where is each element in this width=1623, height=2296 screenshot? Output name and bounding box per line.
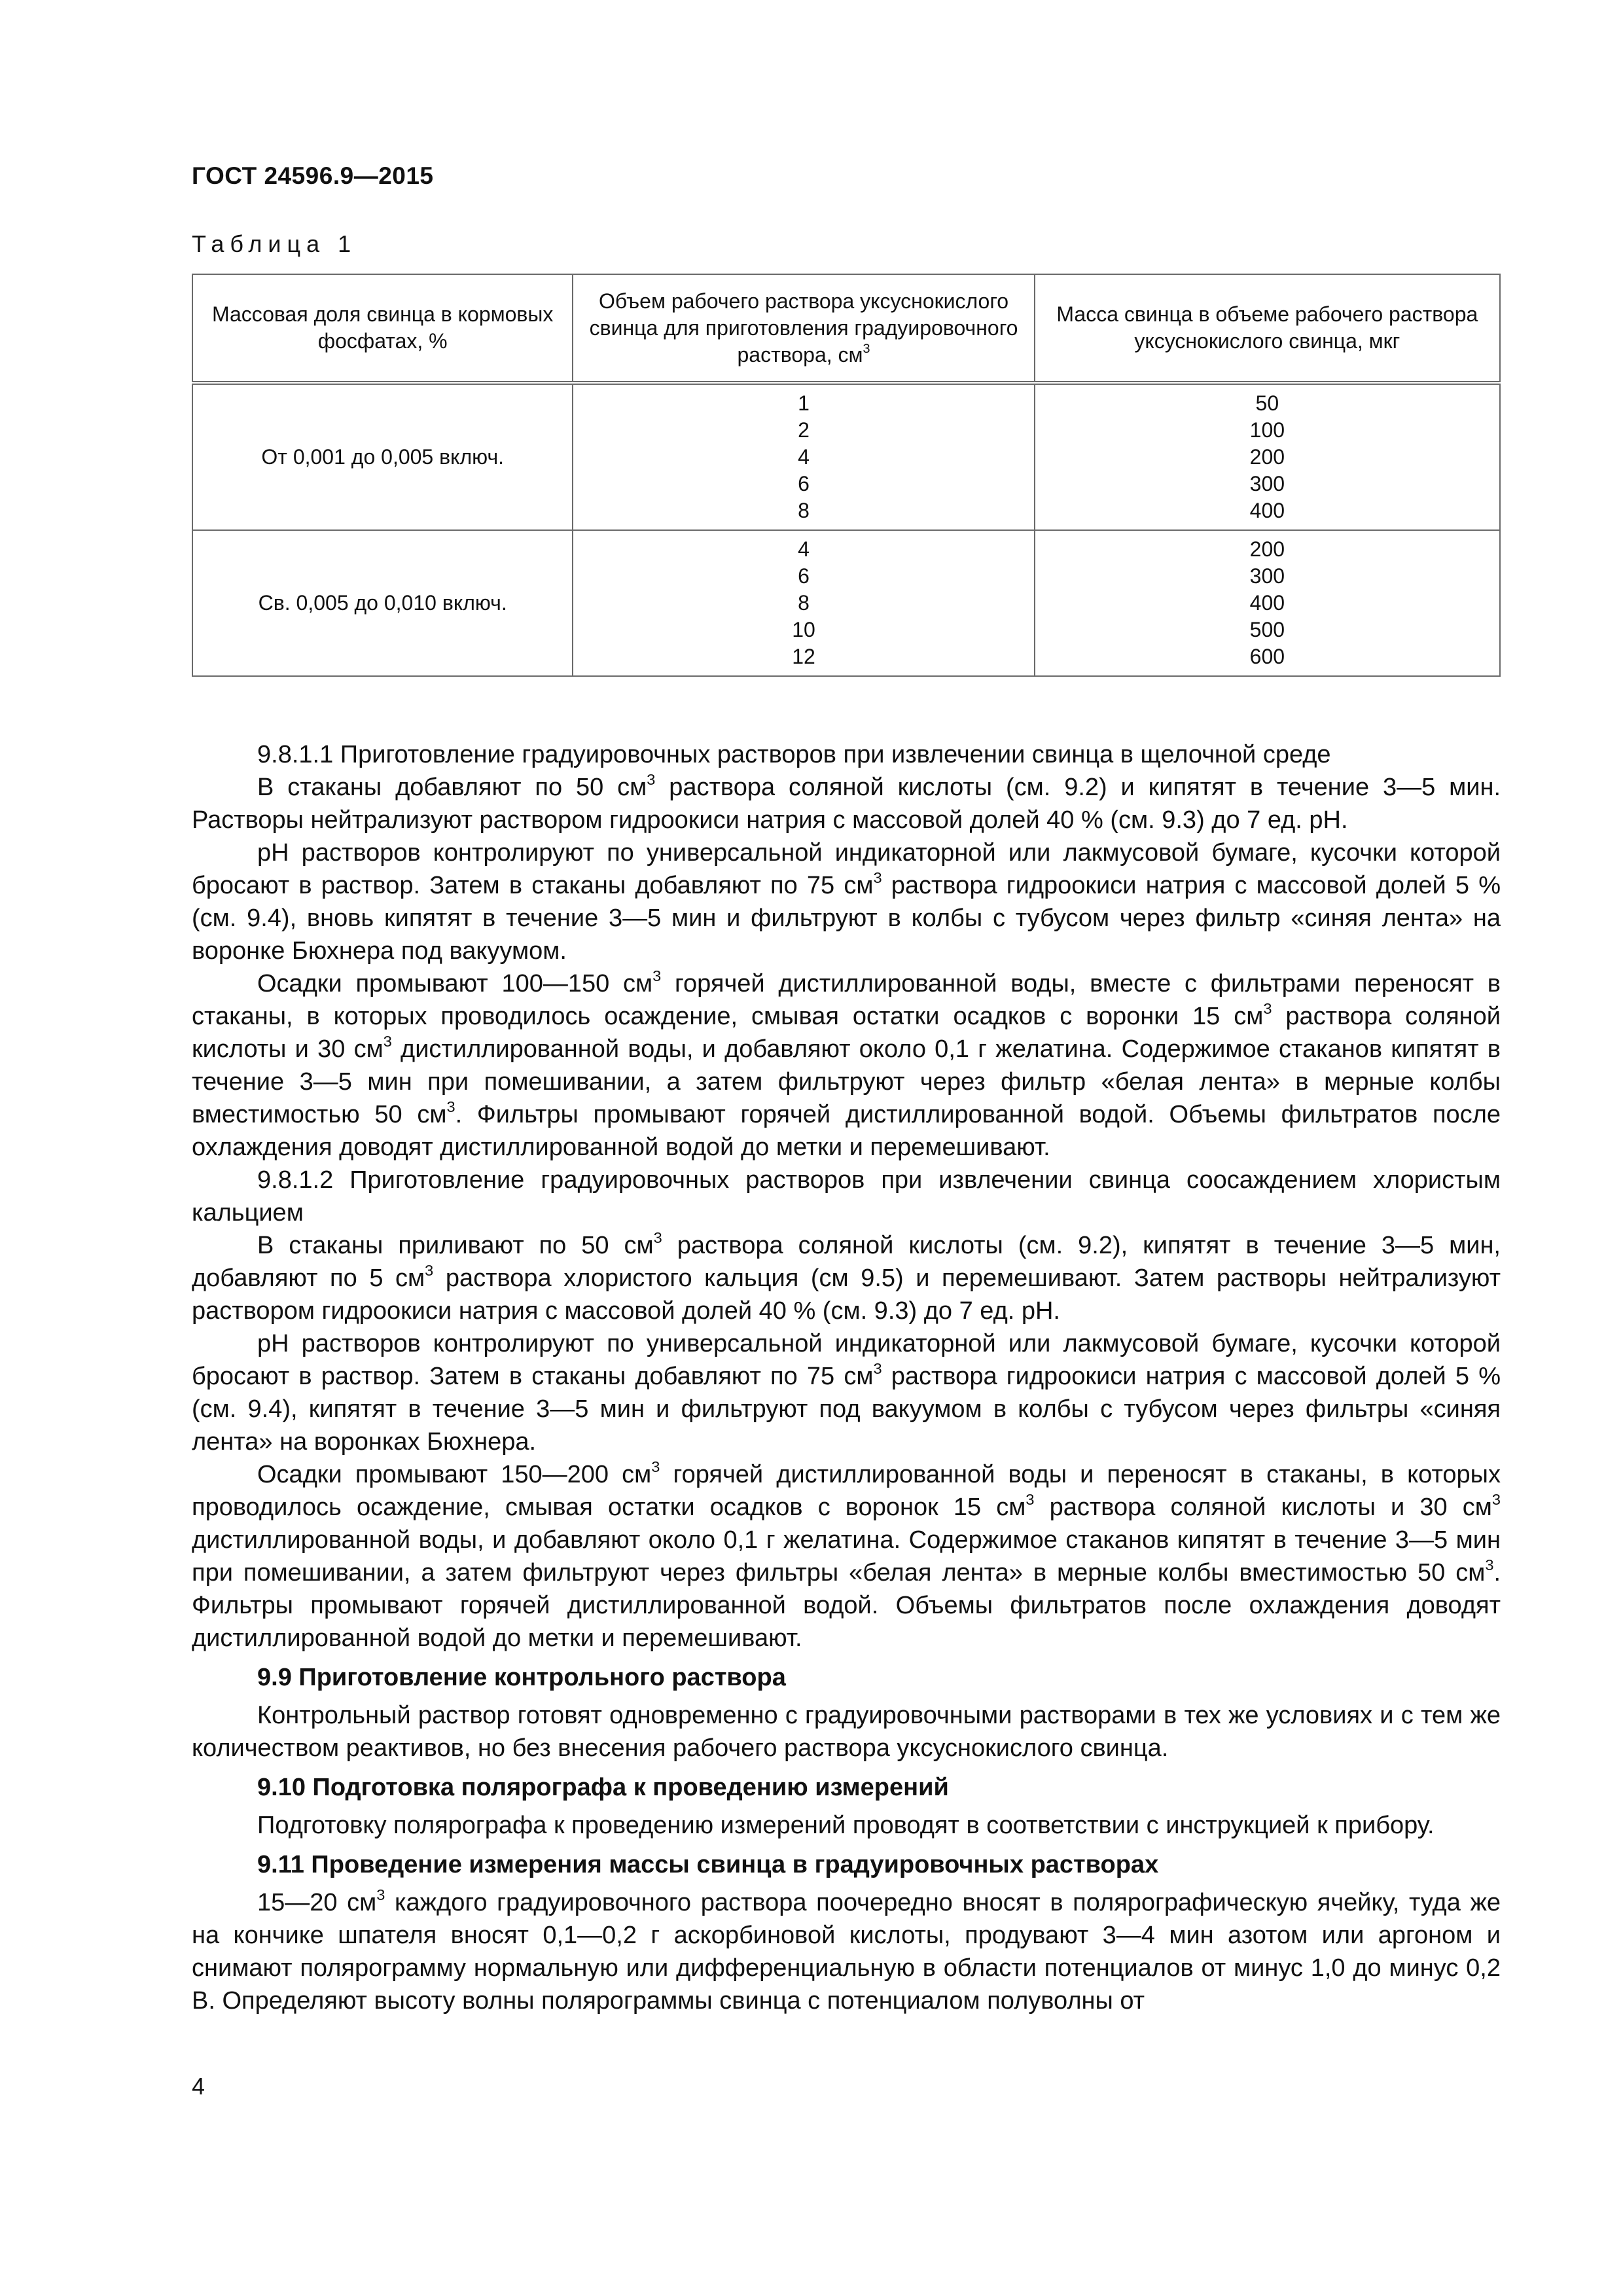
table-cell-volumes: 1 2 4 6 8 [573, 383, 1034, 530]
table-cell-range: Св. 0,005 до 0,010 включ. [192, 530, 573, 676]
table-row [192, 383, 1500, 530]
section-heading-9-10: 9.10 Подготовка полярографа к проведению измерений [257, 1774, 949, 1801]
body-text [192, 738, 1501, 2017]
section-heading-9-9: 9.9 Приготовление контрольного раствора [257, 1664, 786, 1691]
paragraph: 15—20 $см^3$ каждого градуировочного раствора поочередно вносят в полярографическую ячейку, туда же на кончике шпателя вносят 0,1—0,2 г аскорбиновой кислоты, продувают 3—4 мин азотом или аргоном и снимают полярограмму нормальную или дифференциальную в области потенциалов от минус 1,0 до минус 0,2 В. Определяют высоту волны полярограммы свинца с потенциалом полуволны от [192, 1886, 1501, 2015]
paragraph: В стаканы приливают по 50 $см^3$ раствора соляной кислоты (см. 9.2), кипятят в течение 3—5 мин, добавляют по 5 $см^3$ раствора хлористого кальция (см 9.5) и перемешивают. Затем растворы нейтрализуют раствором гидроокиси натрия с массовой долей 40 % (см. 9.3) до 7 ед. рН. [192, 1229, 1501, 1325]
paragraph: Осадки промывают 150—200 $см^3$ горячей дистиллированной воды и переносят в стаканы, в которых проводилось осаждение, смывая остатки осадков с воронок 15 $см^3$ раствора соляной кислоты и 30 $см^3$ дистиллированной воды, и добавляют около 0,1 г желатина. Содержимое стаканов кипятят в течение 3—5 мин при помешивании, а затем фильтруют через фильтры «белая лента» в мерные колбы вместимостью 50 $см^3$. Фильтры промывают горячей дистиллированной водой. Объемы фильтратов после охлаждения доводят дистиллированной водой до метки и перемешивают. [192, 1458, 1501, 1652]
table-header-mass: Масса свинца в объеме рабочего раствора уксуснокислого свинца, мкг [1035, 274, 1500, 383]
paragraph: рН растворов контролируют по универсальной индикаторной или лакмусовой бумаге, кусочки которой бросают в раствор. Затем в стаканы добавляют по 75 $см^3$ раствора гидроокиси натрия с массовой долей 5 % (см. 9.4), кипятят в течение 3—5 мин и фильтруют под вакуумом в колбы с тубусом через фильтры «синяя лента» на воронках Бюхнера. [192, 1330, 1501, 1456]
paragraph: Контрольный раствор готовят одновременно с градуировочными растворами в тех же условиях и с тем же количеством реактивов, но без внесения рабочего раствора уксуснокислого свинца. [192, 1702, 1501, 1762]
table-header-lead-fraction: Массовая доля свинца в кормовых фосфатах, % [192, 274, 573, 383]
page-number: 4 [192, 2073, 205, 2100]
paragraph: В стаканы добавляют по 50 $см^3$ раствора соляной кислоты (см. 9.2) и кипятят в течение 3—5 мин. Растворы нейтрализуют раствором гидроокиси натрия с массовой долей 40 % (см. 9.3) до 7 ед. рН. [192, 771, 1501, 834]
table-cell-masses: 50 100 200 300 400 [1035, 383, 1500, 530]
paragraph-9-8-1-1: 9.8.1.1 Приготовление градуировочных растворов при извлечении свинца в щелочной среде [257, 741, 1331, 768]
section-heading-9-11: 9.11 Проведение измерения массы свинца в градуировочных растворах [257, 1851, 1159, 1878]
paragraph: Осадки промывают 100—150 $см^3$ горячей дистиллированной воды, вместе с фильтрами переносят в стаканы, в которых проводилось осаждение, смывая остатки осадков с воронки 15 $см^3$ раствора соляной кислоты и 30 $см^3$ дистиллированной воды, и добавляют около 0,1 г желатина. Содержимое стаканов кипятят в течение 3—5 мин при помешивании, а затем фильтруют через фильтр «белая лента» в мерные колбы вместимостью 50 $см^3$. Фильтры промывают горячей дистиллированной водой. Объемы фильтратов после охлаждения доводят дистиллированной водой до метки и перемешивают. [192, 967, 1501, 1161]
lead-mass-table [192, 274, 1501, 677]
standard-header: ГОСТ 24596.9—2015 [192, 162, 434, 189]
table-cell-volumes: 4 6 8 10 12 [573, 530, 1034, 676]
paragraph-9-8-1-2: 9.8.1.2 Приготовление градуировочных растворов при извлечении свинца соосаждением хлористым кальцием [192, 1166, 1501, 1227]
table-row [192, 530, 1500, 676]
table-header-row [192, 274, 1500, 383]
paragraph: рН растворов контролируют по универсальной индикаторной или лакмусовой бумаге, кусочки которой бросают в раствор. Затем в стаканы добавляют по 75 $см^3$ раствора гидроокиси натрия с массовой долей 5 % (см. 9.4), вновь кипятят в течение 3—5 мин и фильтруют в колбы с тубусом через фильтр «синяя лента» на воронке Бюхнера под вакуумом. [192, 839, 1501, 965]
table-caption: Таблица 1 [192, 230, 357, 257]
table-cell-range: От 0,001 до 0,005 включ. [192, 383, 573, 530]
paragraph: Подготовку полярографа к проведению измерений проводят в соответствии с инструкцией к прибору. [257, 1812, 1435, 1839]
table-header-volume: Объем рабочего раствора уксуснокислого свинца для приготовления градуировочного раствора, $см^3$ [573, 274, 1034, 383]
table-cell-masses: 200 300 400 500 600 [1035, 530, 1500, 676]
